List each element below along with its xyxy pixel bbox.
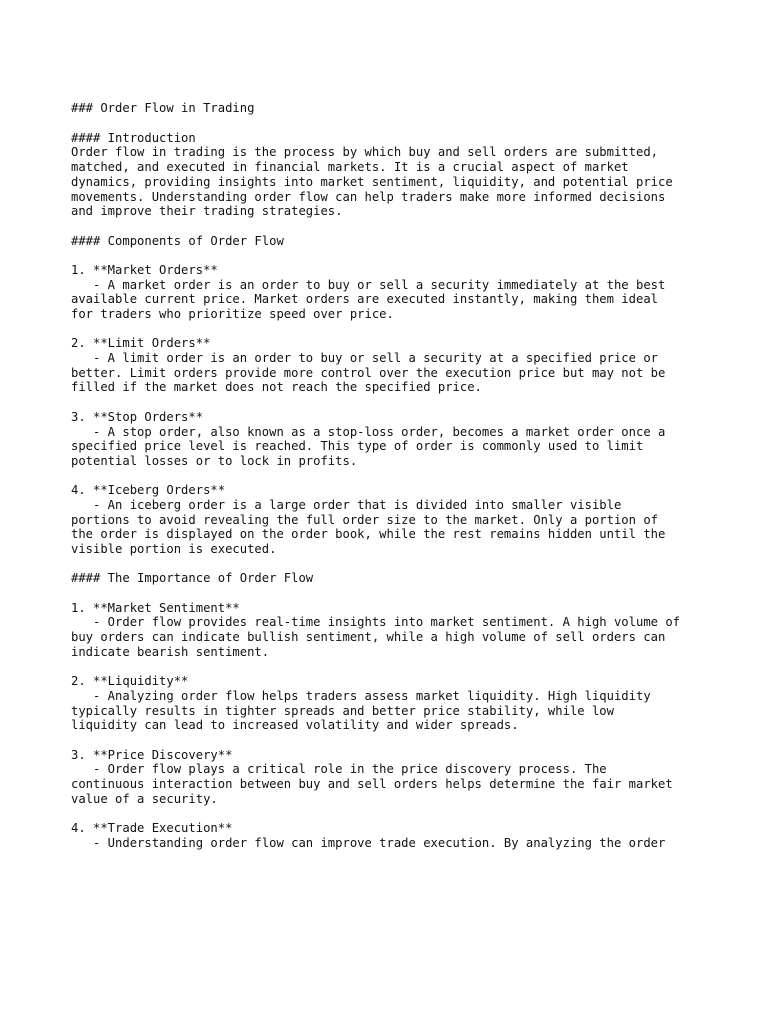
text-line: specified price level is reached. This type of order is commonly used to limit (71, 439, 644, 454)
list-item-heading: 2. **Limit Orders** (71, 336, 211, 351)
blank-line (71, 586, 711, 601)
text-line: and improve their trading strategies. (71, 204, 343, 219)
section-heading: #### Components of Order Flow (71, 233, 284, 248)
list-item-heading: 1. **Market Orders** (71, 262, 218, 277)
text-line: typically results in tighter spreads and better price stability, while low (71, 703, 614, 718)
text-line: - Understanding order flow can improve trade execution. By analyzing the order (71, 835, 666, 850)
text-line: - Order flow provides real-time insights into market sentiment. A high volume of (71, 615, 681, 630)
blank-line (71, 116, 711, 131)
text-line: buy orders can indicate bullish sentiment, while a high volume of sell orders can (71, 630, 666, 645)
list-item-heading: 4. **Iceberg Orders** (71, 483, 226, 498)
blank-line (71, 322, 711, 337)
section-heading: #### The Importance of Order Flow (71, 571, 314, 586)
blank-line (71, 557, 711, 572)
text-line: the order is displayed on the order book, while the rest remains hidden until the (71, 527, 666, 542)
text-line: - An iceberg order is a large order that is divided into smaller visible (71, 497, 622, 512)
text-line: - Order flow plays a critical role in the price discovery process. The (71, 762, 607, 777)
text-line: liquidity can lead to increased volatility and wider spreads. (71, 718, 519, 733)
blank-line (71, 806, 711, 821)
section-heading: #### Introduction (71, 130, 196, 145)
document-page (71, 72, 711, 865)
text-line: - A limit order is an order to buy or sell a security at a specified price or (71, 351, 658, 366)
text-line: value of a security. (71, 791, 218, 806)
text-line: available current price. Market orders are executed instantly, making them ideal (71, 292, 658, 307)
text-line: Order flow in trading is the process by which buy and sell orders are submitted, (71, 145, 658, 160)
blank-line (71, 660, 711, 675)
text-line: indicate bearish sentiment. (71, 644, 270, 659)
list-item-heading: 2. **Liquidity** (71, 674, 189, 689)
text-line: for traders who prioritize speed over price. (71, 307, 394, 322)
blank-line (71, 469, 711, 484)
text-line: filled if the market does not reach the specified price. (71, 380, 482, 395)
list-item-heading: 4. **Trade Execution** (71, 821, 233, 836)
blank-line (71, 395, 711, 410)
text-line: better. Limit orders provide more control over the execution price but may not be (71, 365, 666, 380)
text-line: continuous interaction between buy and sell orders helps determine the fair market (71, 777, 673, 792)
list-item-heading: 3. **Price Discovery** (71, 747, 233, 762)
list-item-heading: 3. **Stop Orders** (71, 409, 204, 424)
list-item-heading: 1. **Market Sentiment** (71, 600, 240, 615)
document-body (71, 101, 711, 850)
document-title: ### Order Flow in Trading (71, 101, 255, 116)
blank-line (71, 733, 711, 748)
text-line: dynamics, providing insights into market sentiment, liquidity, and potential price (71, 174, 673, 189)
text-line: - A stop order, also known as a stop-loss order, becomes a market order once a (71, 424, 666, 439)
text-line: potential losses or to lock in profits. (71, 453, 358, 468)
blank-line (71, 219, 711, 234)
text-line: - Analyzing order flow helps traders assess market liquidity. High liquidity (71, 688, 651, 703)
blank-line (71, 248, 711, 263)
text-line: - A market order is an order to buy or sell a security immediately at the best (71, 277, 666, 292)
text-line: visible portion is executed. (71, 542, 277, 557)
text-line: matched, and executed in financial markets. It is a crucial aspect of market (71, 160, 629, 175)
text-line: movements. Understanding order flow can help traders make more informed decisions (71, 189, 666, 204)
text-line: portions to avoid revealing the full order size to the market. Only a portion of (71, 512, 658, 527)
